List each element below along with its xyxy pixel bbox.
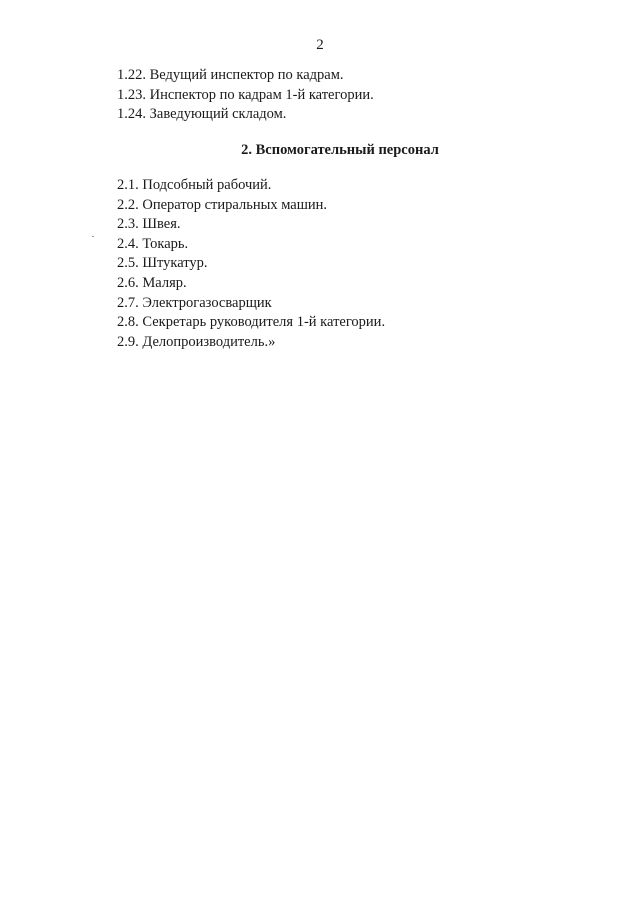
list-item: 1.22. Ведущий инспектор по кадрам. bbox=[117, 67, 344, 83]
list-item: 2.7. Электрогазосварщик bbox=[117, 294, 272, 311]
list-item: 2.5. Штукатур. bbox=[117, 255, 208, 272]
scan-speck bbox=[92, 236, 94, 237]
list-item: 1.23. Инспектор по кадрам 1-й категории. bbox=[117, 86, 374, 103]
list-item: 2.6. Маляр. bbox=[117, 274, 187, 291]
position-list-part-1 bbox=[117, 66, 374, 125]
list-item: 2.8. Секретарь руководителя 1-й категории. bbox=[117, 314, 386, 331]
list-item: 2.2. Оператор стиральных машин. bbox=[117, 196, 328, 213]
list-item: 2.9. Делопроизводитель.» bbox=[117, 333, 276, 350]
list-item: 1.24. Заведующий складом. bbox=[117, 106, 287, 123]
list-item: 2.1. Подсобный рабочий. bbox=[117, 177, 272, 193]
page-number: 2 bbox=[316, 37, 324, 53]
list-item: 2.4. Токарь. bbox=[117, 235, 189, 252]
list-item: 2.3. Швея. bbox=[117, 216, 181, 233]
section-heading: 2. Вспомогательный персонал bbox=[241, 142, 439, 158]
position-list-section-2 bbox=[117, 176, 385, 352]
